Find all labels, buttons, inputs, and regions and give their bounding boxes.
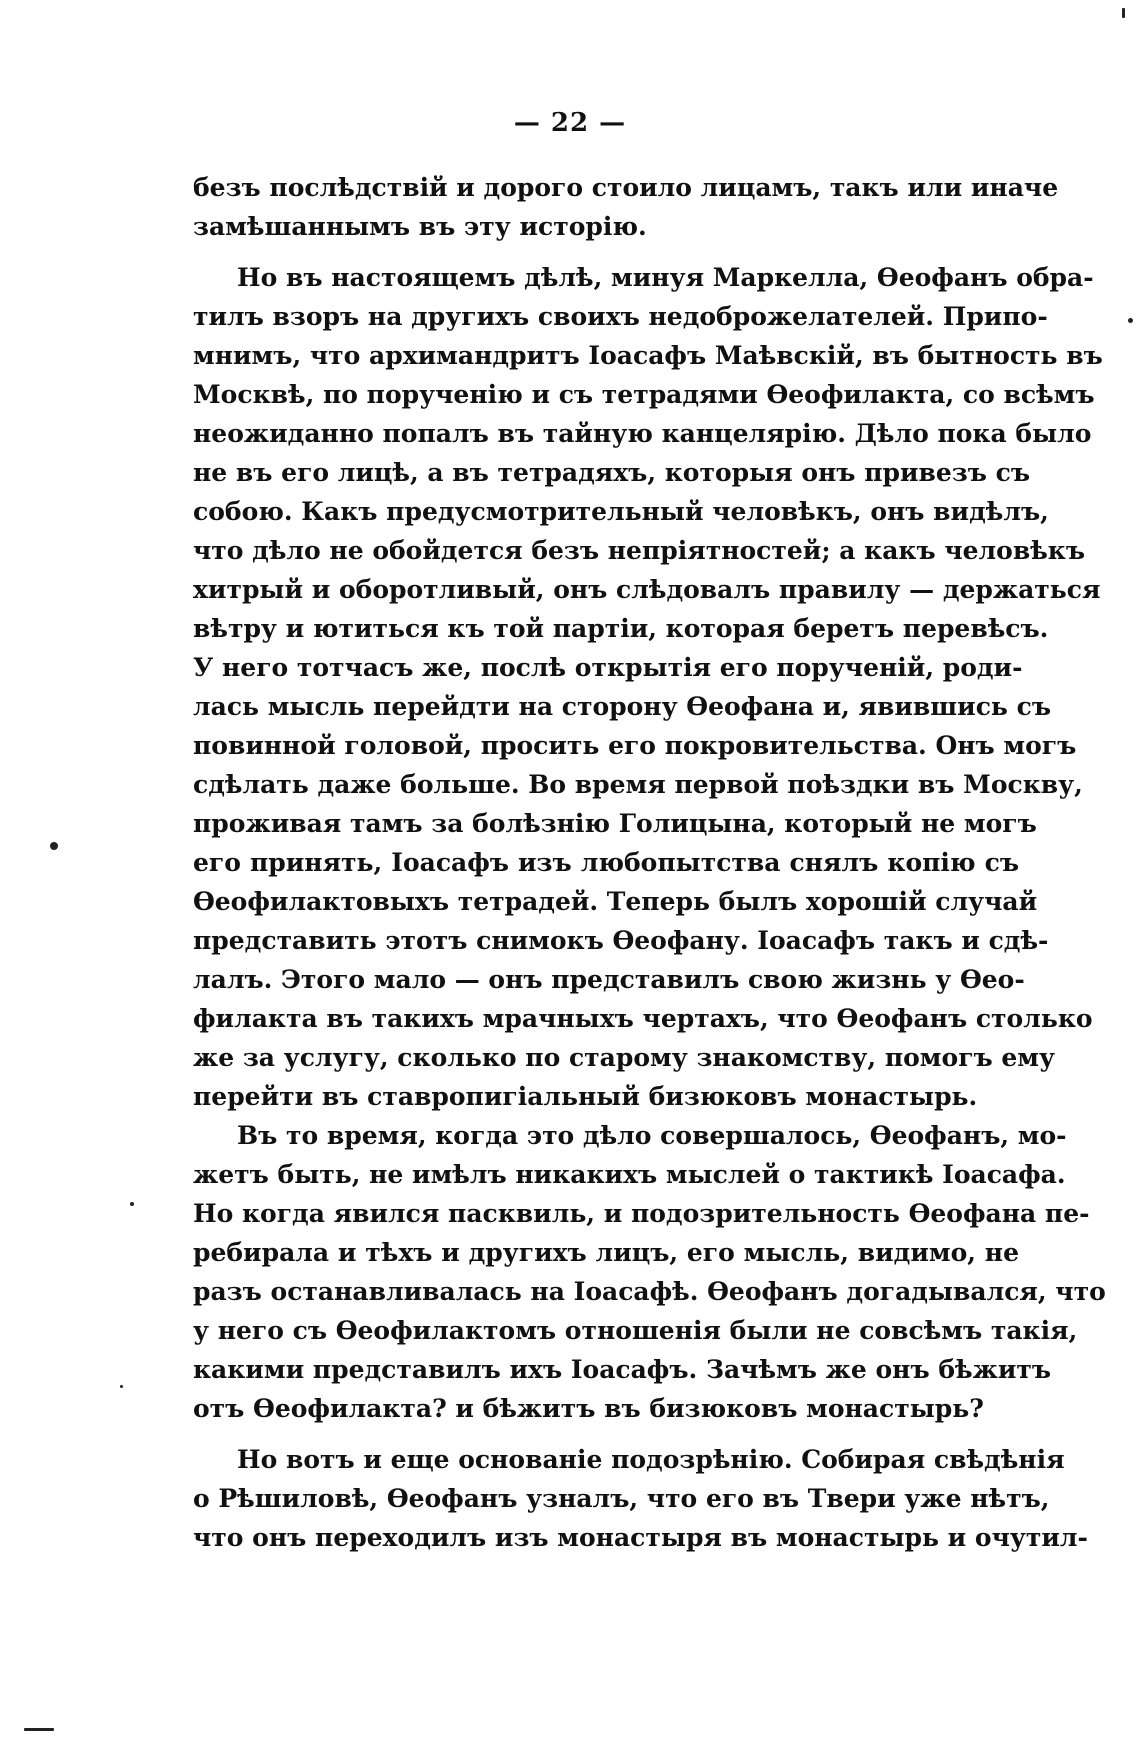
text-line: Въ то время, когда это дѣло совершалось, Өеофанъ, мо-	[237, 1121, 1067, 1150]
scan-speck	[50, 842, 58, 850]
text-line: вѣтру и ютиться къ той партіи, которая беретъ перевѣсъ.	[193, 614, 1049, 643]
text-line: его принять, Іоасафъ изъ любопытства снялъ копію съ	[193, 848, 1019, 877]
paragraph	[193, 168, 1059, 246]
text-line: неожиданно попалъ въ тайную канцелярію. Дѣло пока было	[193, 419, 1092, 448]
scan-speck	[1128, 318, 1133, 323]
text-line: хитрый и оборотливый, онъ слѣдовалъ правилу — держаться	[193, 575, 1101, 604]
text-line: жетъ быть, не имѣлъ никакихъ мыслей о тактикѣ Іоасафа.	[193, 1160, 1066, 1189]
text-line: не въ его лицѣ, а въ тетрадяхъ, которыя онъ привезъ съ	[193, 458, 1031, 487]
text-line: лалъ. Этого мало — онъ представилъ свою жизнь у Өео-	[193, 965, 1025, 994]
paragraph	[193, 1440, 1088, 1557]
scan-mark	[24, 1728, 54, 1731]
text-line: собою. Какъ предусмотрительный человѣкъ, онъ видѣлъ,	[193, 497, 1049, 526]
text-line: Но вотъ и еще основаніе подозрѣнію. Собирая свѣдѣнія	[237, 1445, 1065, 1474]
text-line: повинной головой, просить его покровительства. Онъ могъ	[193, 731, 1077, 760]
text-line: что онъ переходилъ изъ монастыря въ монастырь и очутил-	[193, 1523, 1088, 1552]
scan-speck	[1122, 8, 1125, 18]
text-line: что дѣло не обойдется безъ непріятностей; а какъ человѣкъ	[193, 536, 1086, 565]
text-line: о Рѣшиловѣ, Өеофанъ узналъ, что его въ Твери уже нѣтъ,	[193, 1484, 1050, 1513]
text-line: мнимъ, что архимандритъ Іоасафъ Маѣвскій, въ бытность въ	[193, 341, 1103, 370]
text-line: отъ Өеофилакта? и бѣжитъ въ бизюковъ монастырь?	[193, 1394, 984, 1423]
page-number: — 22 —	[513, 108, 627, 138]
text-line: Москвѣ, по порученію и съ тетрадями Өеофилакта, со всѣмъ	[193, 380, 1095, 409]
text-line: у него съ Өеофилактомъ отношенія были не совсѣмъ такія,	[193, 1316, 1078, 1345]
scan-speck	[120, 1385, 123, 1388]
text-line: какими представилъ ихъ Іоасафъ. Зачѣмъ же онъ бѣжитъ	[193, 1355, 1052, 1384]
text-line: перейти въ ставропигіальный бизюковъ монастырь.	[193, 1082, 978, 1111]
text-line: разъ останавливалась на Іоасафѣ. Өеофанъ догадывался, что	[193, 1277, 1106, 1306]
text-line: Өеофилактовыхъ тетрадей. Теперь былъ хорошій случай	[193, 887, 1038, 916]
text-line: ребирала и тѣхъ и другихъ лицъ, его мысль, видимо, не	[193, 1238, 1019, 1267]
text-line: лась мысль перейдти на сторону Өеофана и, явившись съ	[193, 692, 1052, 721]
text-line: У него тотчасъ же, послѣ открытія его порученій, роди-	[193, 653, 1023, 682]
text-line: сдѣлать даже больше. Во время первой поѣздки въ Москву,	[193, 770, 1083, 799]
text-line: филакта въ такихъ мрачныхъ чертахъ, что Өеофанъ столько	[193, 1004, 1093, 1033]
text-line: же за услугу, сколько по старому знакомству, помогъ ему	[193, 1043, 1056, 1072]
text-line: представить этотъ снимокъ Өеофану. Іоасафъ такъ и сдѣ-	[193, 926, 1049, 955]
scan-speck	[130, 1202, 134, 1206]
body-text	[193, 168, 1106, 1557]
text-line: Но въ настоящемъ дѣлѣ, минуя Маркелла, Өеофанъ обра-	[237, 263, 1094, 292]
text-line: замѣшаннымъ въ эту исторію.	[193, 212, 647, 241]
text-line: тилъ взоръ на другихъ своихъ недоброжелателей. Припо-	[193, 302, 1048, 331]
paragraph	[193, 1116, 1106, 1428]
text-line: безъ послѣдствій и дорого стоило лицамъ, такъ или иначе	[193, 173, 1059, 202]
paragraph	[193, 258, 1103, 1116]
text-line: Но когда явился пасквиль, и подозрительность Өеофана пе-	[193, 1199, 1090, 1228]
text-line: проживая тамъ за болѣзнію Голицына, который не могъ	[193, 809, 1037, 838]
